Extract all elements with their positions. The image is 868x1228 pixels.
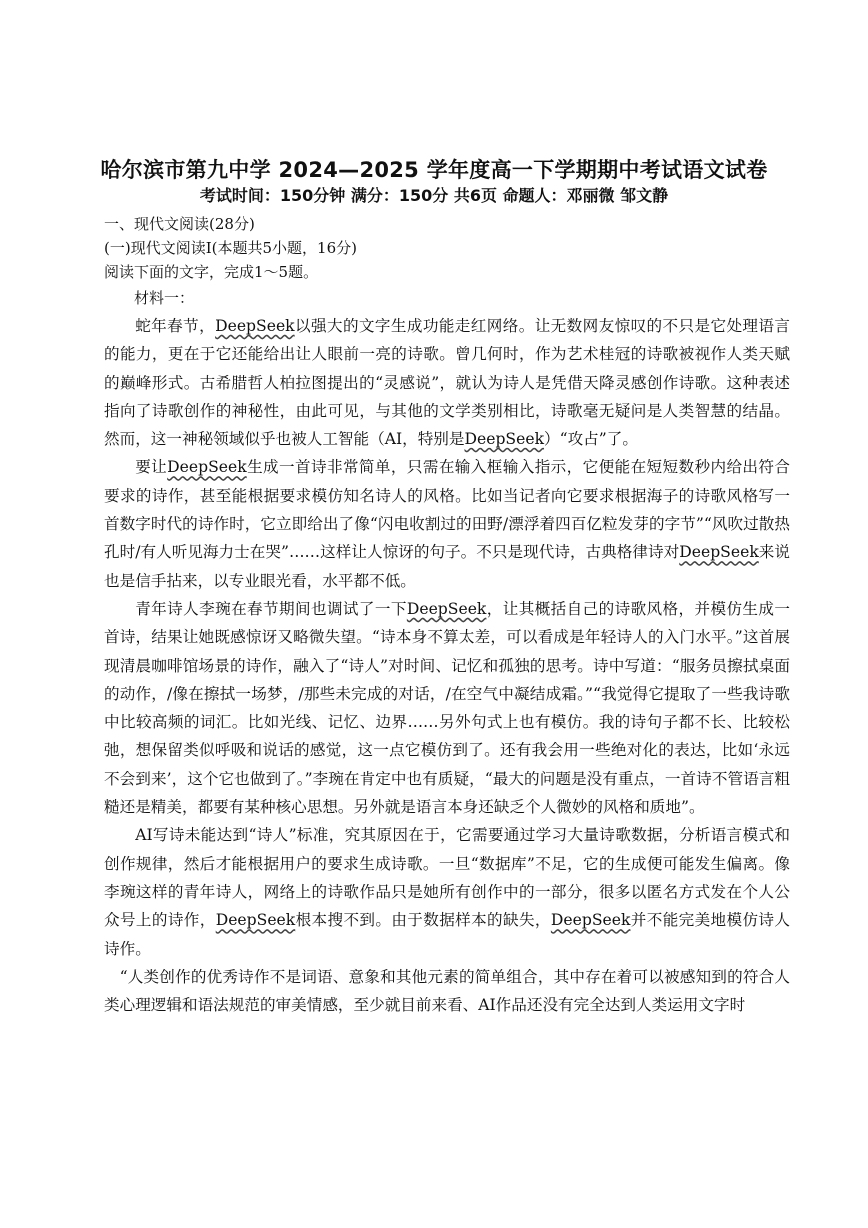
paragraph-text: ，让其概括自己的诗歌风格，并模仿生成一首诗，结果让她既感惊讶又略微失望。“诗本身不算太差，可以看成是年轻诗人的入门水平。”这首展现清晨咖啡馆场景的诗作，融入了“诗人”对时间、记忆和孤独的思考。诗中写道：“服务员擦拭桌面的动作，/像在擦拭一场梦，/那些未完成的对话，/在空气中凝结成霜。”“我觉得它提取了一些我诗歌中比较高频的词汇。比如光线、记忆、边界……另外句式上也有模仿。我的诗句子都不长、比较松弛，想保留类似呼吸和说话的感觉，这一点它模仿到了。还有我会用一些绝对化的表达，比如‘永远不会到来’，这个它也做到了。”李琬在肯定中也有质疑，“最大的问题是没有重点，一首诗不管语言粗糙还是精美，都要有某种核心思想。另外就是语言本身还缺乏个人微妙的风格和质地”。 <box>104 599 790 817</box>
underlined-term: DeepSeek <box>679 543 759 562</box>
underlined-term: DeepSeek <box>167 458 247 477</box>
passage-paragraph <box>104 312 790 453</box>
passage-body <box>104 312 790 1019</box>
passage-paragraph <box>104 453 790 594</box>
subsection-heading: (一)现代文阅读Ⅰ(本题共5小题，16分) <box>104 239 357 257</box>
paragraph-text: 生成一首诗非常简单，只需在输入框输入指示，它便能在短短数秒内给出符合要求的诗作，甚至能根据要求模仿知名诗人的风格。比如当记者向它要求根据海子的诗歌风格写一首数字时代的诗作时，它立即给出了像“闪电收割过的田野/漂浮着四百亿粒发芽的字节”“风吹过散热孔时/有人听见海力士在哭”……这样让人惊讶的句子。不只是现代诗，古典格律诗对 <box>104 458 790 562</box>
exam-meta-info: 考试时间：150分钟 满分：150分 共6页 命题人：邓丽微 邹文静 <box>199 186 669 205</box>
section-heading: 一、现代文阅读(28分) <box>104 215 255 233</box>
paragraph-text: 以强大的文字生成功能走红网络。让无数网友惊叹的不只是它处理语言的能力，更在于它还能给出让人眼前一亮的诗歌。曾几何时，作为艺术桂冠的诗歌被视作人类天赋的巅峰形式。古希腊哲人柏拉图提出的“灵感说”，就认为诗人是凭借天降灵感创作诗歌。这种表述指向了诗歌创作的神秘性，由此可见，与其他的文学类别相比，诗歌毫无疑问是人类智慧的结晶。然而，这一神秘领域似乎也被人工智能（AI，特别是 <box>104 317 790 449</box>
underlined-term: DeepSeek <box>550 911 631 930</box>
paragraph-text: 青年诗人李琬在春节期间也调试了一下 <box>135 599 407 618</box>
exam-title: 哈尔滨市第九中学 2024—2025 学年度高一下学期期中考试语文试卷 <box>100 158 768 182</box>
exam-content <box>104 212 790 1019</box>
paragraph-text: 并不能完美地模仿诗人诗作。 <box>104 911 790 958</box>
material-label: 材料一： <box>134 289 195 307</box>
passage-paragraph <box>104 963 790 1020</box>
paragraph-text: 来说也是信手拈来，以专业眼光看，水平都不低。 <box>104 543 790 590</box>
reading-instruction: 阅读下面的文字，完成1～5题。 <box>104 263 319 281</box>
underlined-term: DeepSeek <box>406 599 487 618</box>
underlined-term: DeepSeek <box>215 911 296 930</box>
paragraph-text: AI写诗未能达到“诗人”标准，究其原因在于，它需要通过学习大量诗歌数据，分析语言模式和创作规律，然后才能根据用户的要求生成诗歌。一旦“数据库”不足，它的生成便可能发生偏离。像李琬这样的青年诗人，网络上的诗歌作品只是她所有创作中的一部分，很多以匿名方式发在个人公众号上的诗作， <box>104 826 790 930</box>
paragraph-text: “人类创作的优秀诗作不是词语、意象和其他元素的简单组合，其中存在着可以被感知到的符合人类心理逻辑和语法规范的审美情感，至少就目前来看、AI作品还没有完全达到人类运用文字时 <box>104 967 790 1015</box>
paragraph-text: 蛇年春节， <box>135 317 216 335</box>
paragraph-text: 根本搜不到。由于数据样本的缺失， <box>295 911 551 930</box>
passage-paragraph <box>104 821 790 962</box>
paragraph-text: 要让 <box>135 458 168 477</box>
passage-paragraph <box>104 595 790 821</box>
underlined-term: DeepSeek <box>215 317 295 335</box>
underlined-term: DeepSeek <box>464 430 545 449</box>
paragraph-text: ）“攻占”了。 <box>544 430 638 449</box>
